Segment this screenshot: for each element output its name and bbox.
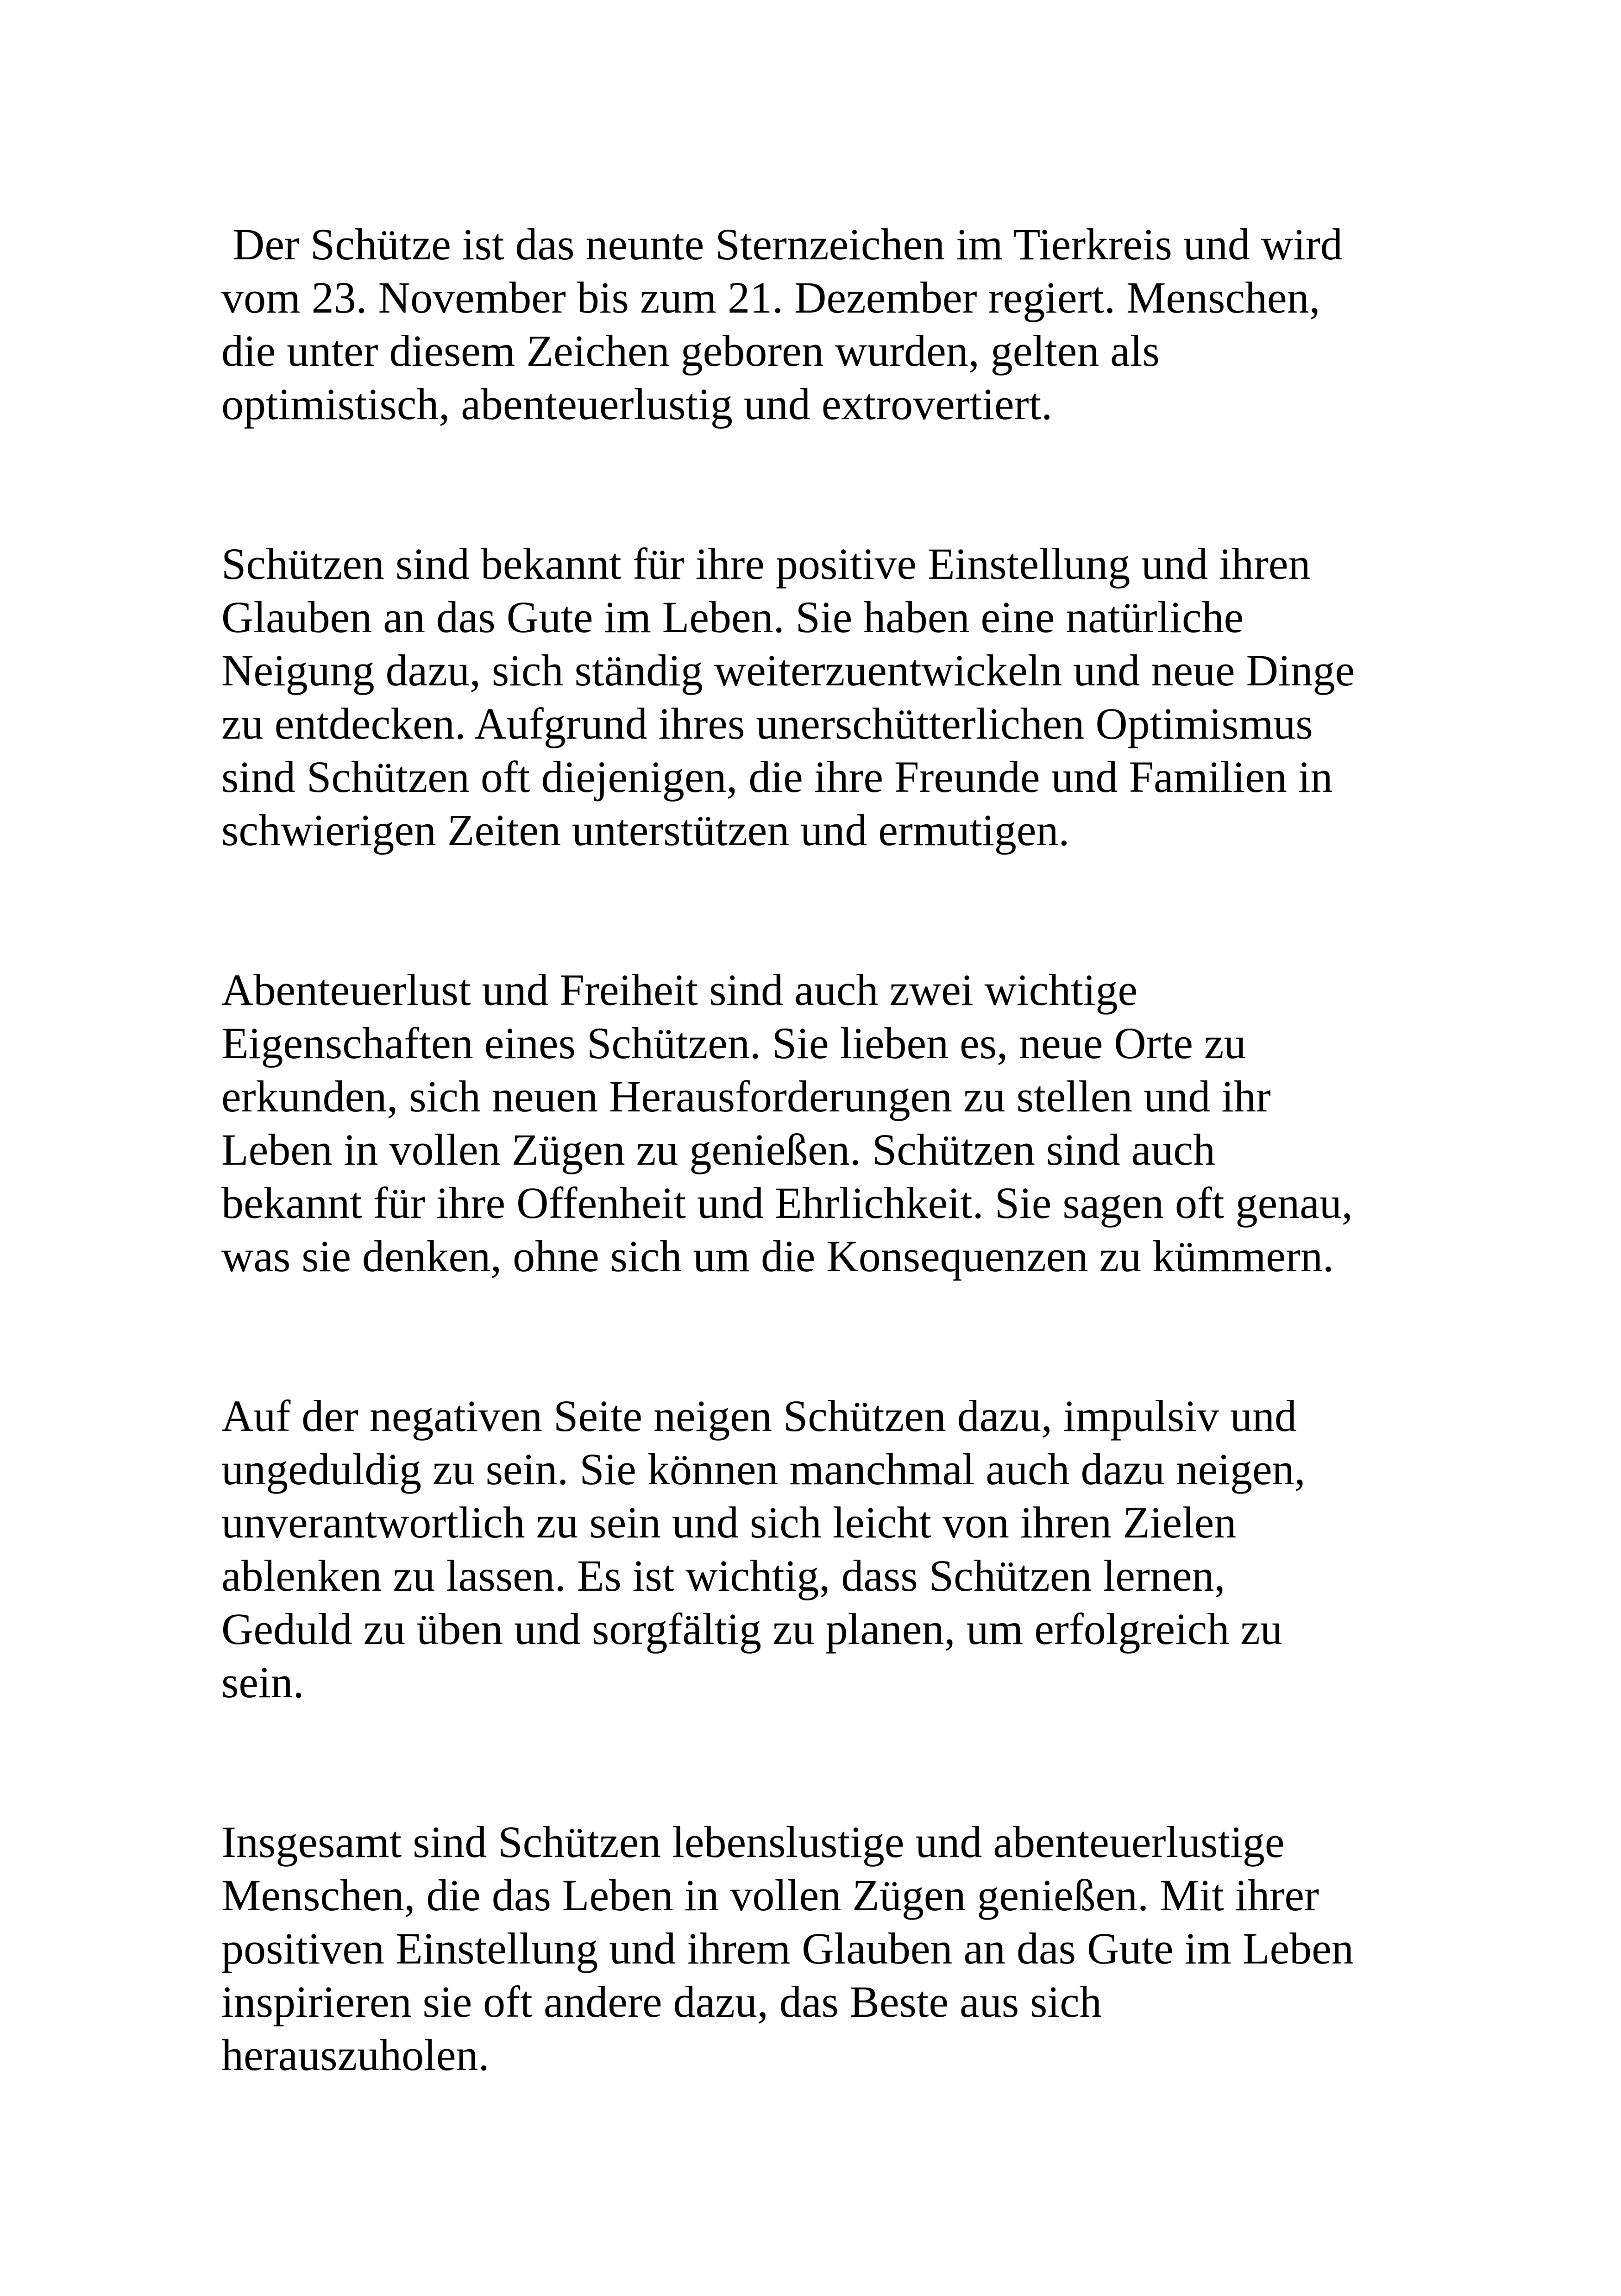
text-line: Glauben an das Gute im Leben. Sie haben eine natürliche [221, 592, 1244, 642]
text-line: ablenken zu lassen. Es ist wichtig, dass Schützen lernen, [221, 1551, 1225, 1600]
text-line: Neigung dazu, sich ständig weiterzuentwickeln und neue Dinge [221, 646, 1355, 695]
text-line: Leben in vollen Zügen zu genießen. Schützen sind auch [221, 1125, 1215, 1174]
text-line: erkunden, sich neuen Herausforderungen zu stellen und ihr [221, 1072, 1271, 1121]
text-line: vom 23. November bis zum 21. Dezember regiert. Menschen, [221, 273, 1320, 322]
text-line: Abenteuerlust und Freiheit sind auch zwei wichtige [221, 965, 1138, 1015]
text-line: Insgesamt sind Schützen lebenslustige und abenteuerlustige [221, 1817, 1285, 1867]
paragraph-summary [221, 1815, 1453, 2082]
text-line: Schützen sind bekannt für ihre positive Einstellung und ihren [221, 539, 1311, 589]
text-line: zu entdecken. Aufgrund ihres unerschütterlichen Optimismus [221, 699, 1313, 748]
text-line: ungeduldig zu sein. Sie können manchmal auch dazu neigen, [221, 1444, 1306, 1494]
text-line: sein. [221, 1657, 304, 1707]
paragraph-positive-traits [221, 537, 1453, 857]
text-line: unverantwortlich zu sein und sich leicht von ihren Zielen [221, 1498, 1237, 1547]
text-line: was sie denken, ohne sich um die Konsequenzen zu kümmern. [221, 1231, 1334, 1281]
text-line: Auf der negativen Seite neigen Schützen dazu, impulsiv und [221, 1391, 1297, 1441]
text-line: die unter diesem Zeichen geboren wurden, gelten als [221, 326, 1160, 376]
text-line: sind Schützen oft diejenigen, die ihre Freunde und Familien in [221, 752, 1333, 802]
document-body [221, 218, 1453, 2082]
text-line: Der Schütze ist das neunte Sternzeichen im Tierkreis und wird [221, 220, 1343, 269]
text-line: Geduld zu üben und sorgfältig zu planen, um erfolgreich zu [221, 1604, 1282, 1654]
text-line: Eigenschaften eines Schützen. Sie lieben es, neue Orte zu [221, 1018, 1246, 1068]
text-line: bekannt für ihre Offenheit und Ehrlichkeit. Sie sagen oft genau, [221, 1178, 1353, 1228]
paragraph-adventure [221, 963, 1453, 1283]
paragraph-negative-traits [221, 1389, 1453, 1709]
text-line: optimistisch, abenteuerlustig und extrovertiert. [221, 379, 1053, 429]
text-line: Menschen, die das Leben in vollen Zügen genießen. Mit ihrer [221, 1870, 1319, 1920]
text-line: positiven Einstellung und ihrem Glauben an das Gute im Leben [221, 1924, 1354, 1973]
paragraph-intro [221, 218, 1453, 431]
text-line: inspirieren sie oft andere dazu, das Beste aus sich [221, 1977, 1102, 2026]
text-line: herauszuholen. [221, 2030, 490, 2080]
text-line: schwierigen Zeiten unterstützen und ermutigen. [221, 805, 1070, 855]
